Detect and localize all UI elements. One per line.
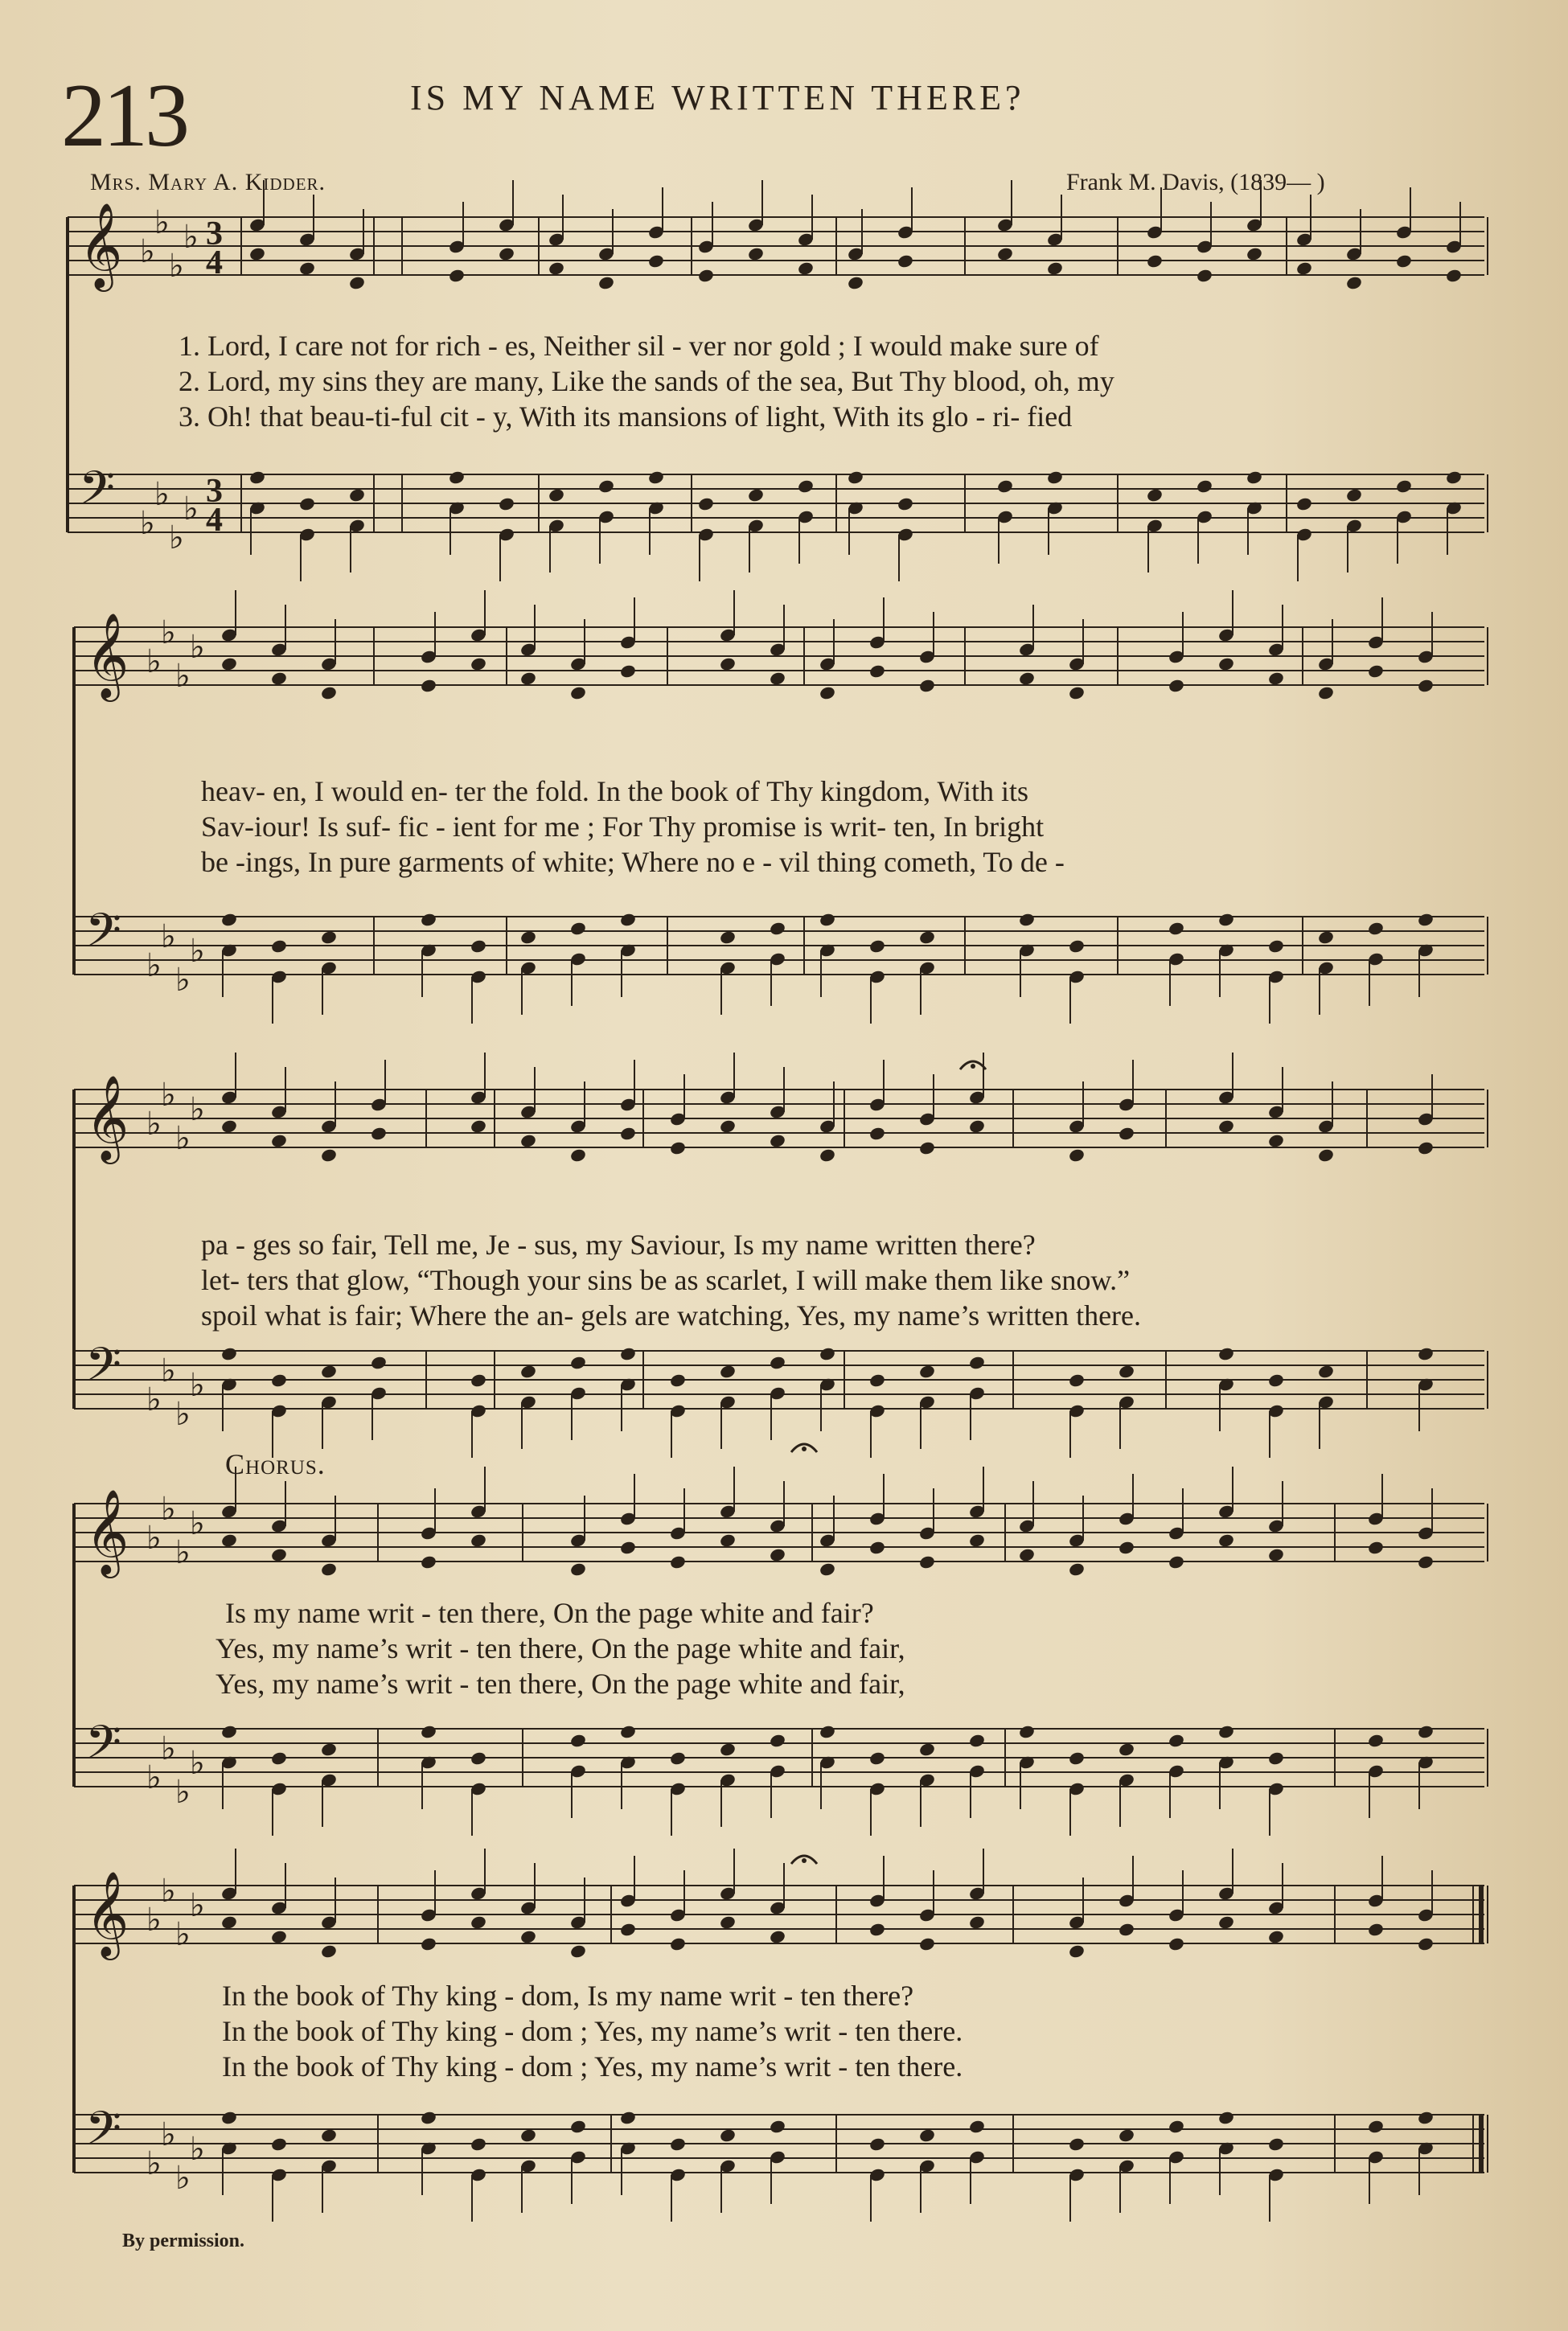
note-head (270, 2136, 288, 2152)
note-head (868, 663, 886, 679)
note-head (448, 268, 466, 283)
flat-icon: ♭ (190, 1887, 205, 1924)
note-head (1417, 1346, 1435, 1361)
note-head (769, 1733, 786, 1748)
note-head (769, 921, 786, 936)
note-head (320, 1147, 338, 1163)
flat-icon: ♭ (161, 1873, 176, 1910)
note-head (370, 1355, 388, 1370)
note-head (1118, 1364, 1135, 1379)
note-head (220, 912, 238, 927)
note-head (220, 1533, 238, 1548)
note-head (320, 2128, 338, 2143)
note-head (847, 470, 864, 485)
note-head (270, 671, 288, 686)
note-head (470, 2136, 487, 2152)
note-head (519, 930, 537, 945)
treble-clef-icon: 𝄞 (85, 612, 129, 698)
note-head (968, 1533, 986, 1548)
note-head (270, 1750, 288, 1766)
note-head (1267, 1133, 1285, 1148)
flat-icon: ♭ (146, 643, 162, 680)
flat-icon: ♭ (146, 1902, 162, 1939)
flat-icon: ♭ (169, 519, 184, 556)
note-head (519, 1929, 537, 1944)
note-head (669, 1140, 687, 1155)
note-head (619, 2110, 637, 2125)
flat-icon: ♭ (183, 490, 199, 527)
note-head (248, 246, 266, 261)
lyric-line: heav- en, I would en- ter the fold. In the book of Thy kingdom, With its (201, 775, 1029, 807)
note-head (519, 671, 537, 686)
note-head (320, 1943, 338, 1959)
note-head (270, 1929, 288, 1944)
time-signature-bottom: 4 (206, 502, 223, 539)
lyric-line: 2. Lord, my sins they are many, Like the sands of the sea, But Thy blood, oh, my (179, 365, 1114, 397)
note-head (1395, 478, 1413, 494)
flat-icon: ♭ (190, 1745, 205, 1782)
note-head (1146, 253, 1164, 269)
treble-clef-icon: 𝄞 (85, 1870, 129, 1956)
hymn-number: 213 (61, 66, 187, 166)
note-head (1246, 470, 1263, 485)
note-head (1046, 261, 1064, 276)
flat-icon: ♭ (175, 1916, 191, 1953)
lyric-line: 1. Lord, I care not for rich - es, Neither sil - ver nor gold ; I would make sure of (179, 330, 1099, 362)
flat-icon: ♭ (190, 2131, 205, 2168)
note-head (719, 656, 737, 671)
note-head (769, 671, 786, 686)
note-head (1018, 1547, 1036, 1562)
note-head (1367, 663, 1385, 679)
note-head (1317, 1364, 1335, 1379)
note-head (1046, 470, 1064, 485)
note-head (270, 1373, 288, 1388)
note-head (470, 938, 487, 954)
note-head (619, 912, 637, 927)
lyric-line: In the book of Thy king - dom ; Yes, my name’s writ - ten there. (222, 2050, 963, 2083)
note-head (1118, 1742, 1135, 1757)
note-head (647, 470, 665, 485)
chorus-label: Chorus. (225, 1448, 326, 1480)
note-head (1068, 1147, 1086, 1163)
note-head (1317, 1147, 1335, 1163)
flat-icon: ♭ (146, 947, 162, 984)
note-head (1068, 1750, 1086, 1766)
flat-icon: ♭ (175, 1396, 191, 1433)
note-head (1395, 253, 1413, 269)
note-head (548, 261, 565, 276)
note-head (270, 1133, 288, 1148)
note-head (1367, 1733, 1385, 1748)
note-head (819, 1562, 836, 1577)
note-head (769, 1929, 786, 1944)
note-head (819, 1147, 836, 1163)
note-head (996, 478, 1014, 494)
note-head (719, 930, 737, 945)
note-head (1217, 1533, 1235, 1548)
note-head (819, 685, 836, 700)
note-head (470, 1914, 487, 1930)
note-head (1018, 912, 1036, 927)
note-head (868, 1750, 886, 1766)
time-signature-top: 3 (206, 473, 223, 510)
note-head (1168, 2119, 1185, 2134)
note-head (1367, 921, 1385, 936)
note-head (569, 2119, 587, 2134)
note-head (519, 1133, 537, 1148)
note-head (348, 275, 366, 290)
note-head (996, 246, 1014, 261)
lyric-line: In the book of Thy king - dom ; Yes, my name’s writ - ten there. (222, 2015, 963, 2047)
note-head (320, 1364, 338, 1379)
note-head (1267, 671, 1285, 686)
note-head (868, 2136, 886, 2152)
flat-icon: ♭ (183, 219, 199, 256)
flat-icon: ♭ (190, 1505, 205, 1542)
note-head (320, 1562, 338, 1577)
note-head (619, 1540, 637, 1555)
note-head (320, 930, 338, 945)
note-head (1217, 1724, 1235, 1739)
note-head (897, 253, 914, 269)
flat-icon: ♭ (175, 1120, 191, 1157)
note-head (370, 1126, 388, 1141)
note-head (1417, 912, 1435, 927)
note-head (220, 656, 238, 671)
flat-icon: ♭ (146, 1106, 162, 1143)
note-head (498, 246, 515, 261)
note-head (420, 1936, 437, 1951)
flat-icon: ♭ (146, 2145, 162, 2182)
note-head (968, 2119, 986, 2134)
composer-credit: Frank M. Davis, (1839— ) (1066, 169, 1325, 195)
note-head (868, 1540, 886, 1555)
note-head (669, 1554, 687, 1570)
note-head (1345, 275, 1363, 290)
bass-clef-icon: 𝄢 (79, 461, 116, 527)
note-head (918, 1364, 936, 1379)
note-head (519, 1364, 537, 1379)
flat-icon: ♭ (161, 918, 176, 955)
flat-icon: ♭ (169, 248, 184, 285)
permission-note: By permission. (122, 2230, 245, 2251)
note-head (1168, 921, 1185, 936)
flat-icon: ♭ (161, 1352, 176, 1389)
note-head (1168, 1733, 1185, 1748)
note-head (747, 246, 765, 261)
note-head (918, 2128, 936, 2143)
note-head (868, 1373, 886, 1388)
note-head (1417, 2110, 1435, 2125)
note-head (1367, 1540, 1385, 1555)
note-head (719, 1364, 737, 1379)
note-head (569, 1355, 587, 1370)
note-head (819, 912, 836, 927)
note-head (569, 1733, 587, 1748)
lyric-line: Is my name writ - ten there, On the page white and fair? (225, 1597, 874, 1629)
time-signature-top: 3 (206, 215, 223, 252)
note-head (320, 685, 338, 700)
note-head (1246, 246, 1263, 261)
hymn-title: IS MY NAME WRITTEN THERE? (410, 78, 1025, 117)
note-head (470, 1118, 487, 1134)
flat-icon: ♭ (146, 1381, 162, 1418)
flat-icon: ♭ (175, 1774, 191, 1811)
note-head (619, 1126, 637, 1141)
note-head (420, 1724, 437, 1739)
lyric-line: let- ters that glow, “Though your sins be as scarlet, I will make them like snow.” (201, 1264, 1131, 1296)
note-head (1118, 2128, 1135, 2143)
note-head (968, 1914, 986, 1930)
note-head (719, 1742, 737, 1757)
note-head (968, 1733, 986, 1748)
note-head (470, 656, 487, 671)
note-head (1196, 478, 1213, 494)
note-head (897, 496, 914, 511)
note-head (1417, 1936, 1435, 1951)
flat-icon: ♭ (190, 1367, 205, 1404)
note-head (420, 912, 437, 927)
note-head (569, 1147, 587, 1163)
flat-icon: ♭ (146, 1759, 162, 1796)
flat-icon: ♭ (154, 204, 170, 241)
flat-icon: ♭ (161, 1730, 176, 1767)
note-head (1118, 1126, 1135, 1141)
note-head (1445, 268, 1463, 283)
note-head (420, 2110, 437, 2125)
flat-icon: ♭ (190, 1091, 205, 1128)
note-head (420, 1554, 437, 1570)
note-head (1068, 685, 1086, 700)
note-head (669, 1750, 687, 1766)
note-head (1217, 1914, 1235, 1930)
note-head (1018, 1724, 1036, 1739)
note-head (1417, 1724, 1435, 1739)
time-signature-bottom: 4 (206, 244, 223, 281)
note-head (719, 2128, 737, 2143)
fermata-icon (802, 1858, 807, 1863)
note-head (470, 1750, 487, 1766)
note-head (1196, 268, 1213, 283)
lyric-line: 3. Oh! that beau-ti-ful cit - y, With its mansions of light, With its glo - ri- fied (179, 400, 1073, 433)
note-head (1146, 487, 1164, 503)
note-head (769, 2119, 786, 2134)
note-head (1295, 261, 1313, 276)
note-head (1168, 1936, 1185, 1951)
note-head (220, 1724, 238, 1739)
note-head (1267, 1929, 1285, 1944)
note-head (420, 678, 437, 693)
lyric-line: pa - ges so fair, Tell me, Je - sus, my Saviour, Is my name written there? (201, 1229, 1036, 1261)
note-head (797, 478, 815, 494)
flat-icon: ♭ (190, 933, 205, 970)
flat-icon: ♭ (161, 2116, 176, 2153)
note-head (769, 1355, 786, 1370)
note-head (1317, 930, 1335, 945)
flat-icon: ♭ (161, 1077, 176, 1114)
treble-clef-icon: 𝄞 (79, 202, 123, 288)
note-head (569, 685, 587, 700)
note-head (968, 1118, 986, 1134)
note-head (669, 1936, 687, 1951)
note-head (669, 1373, 687, 1388)
note-head (597, 478, 615, 494)
flat-icon: ♭ (161, 1491, 176, 1528)
note-head (918, 1742, 936, 1757)
note-head (1417, 1140, 1435, 1155)
bass-clef-icon: 𝄢 (85, 2101, 122, 2167)
note-head (470, 1373, 487, 1388)
note-head (1168, 678, 1185, 693)
note-head (868, 938, 886, 954)
note-head (1168, 1554, 1185, 1570)
note-head (619, 663, 637, 679)
note-head (220, 1346, 238, 1361)
note-head (719, 1118, 737, 1134)
note-head (569, 1562, 587, 1577)
note-head (1267, 1373, 1285, 1388)
note-head (1118, 1922, 1135, 1937)
note-head (1345, 487, 1363, 503)
note-head (619, 1346, 637, 1361)
note-head (1417, 1554, 1435, 1570)
note-head (1317, 685, 1335, 700)
flat-icon: ♭ (175, 962, 191, 999)
note-head (769, 1133, 786, 1148)
note-head (868, 1922, 886, 1937)
note-head (697, 496, 715, 511)
note-head (819, 1346, 836, 1361)
note-head (769, 1547, 786, 1562)
flat-icon: ♭ (140, 505, 155, 542)
note-head (548, 487, 565, 503)
note-head (220, 1118, 238, 1134)
lyric-line: Yes, my name’s writ - ten there, On the page white and fair, (215, 1668, 905, 1700)
note-head (1068, 938, 1086, 954)
lyric-line: spoil what is fair; Where the an- gels are watching, Yes, my name’s written there. (201, 1299, 1142, 1332)
note-head (348, 487, 366, 503)
note-head (519, 2128, 537, 2143)
note-head (819, 1724, 836, 1739)
note-head (1068, 1943, 1086, 1959)
note-head (320, 1742, 338, 1757)
flat-icon: ♭ (175, 658, 191, 695)
note-head (1217, 1118, 1235, 1134)
note-head (1417, 678, 1435, 693)
note-head (470, 1533, 487, 1548)
note-head (918, 930, 936, 945)
flat-icon: ♭ (175, 2160, 191, 2197)
note-head (1217, 656, 1235, 671)
note-head (1217, 912, 1235, 927)
flat-icon: ♭ (190, 629, 205, 666)
note-head (298, 496, 316, 511)
flat-icon: ♭ (154, 476, 170, 513)
note-head (597, 275, 615, 290)
note-head (1018, 671, 1036, 686)
note-head (697, 268, 715, 283)
note-head (270, 1547, 288, 1562)
note-head (647, 253, 665, 269)
bass-clef-icon: 𝄢 (85, 1715, 122, 1781)
fermata-icon (971, 1064, 975, 1069)
note-head (498, 496, 515, 511)
note-head (1267, 1547, 1285, 1562)
flat-icon: ♭ (175, 1534, 191, 1571)
note-head (1295, 496, 1313, 511)
treble-clef-icon: 𝄞 (85, 1074, 129, 1160)
note-head (968, 1355, 986, 1370)
note-head (918, 678, 936, 693)
note-head (1367, 1922, 1385, 1937)
note-head (719, 1533, 737, 1548)
note-head (1367, 2119, 1385, 2134)
fermata-icon (802, 1447, 807, 1451)
flat-icon: ♭ (161, 614, 176, 651)
lyric-line: Yes, my name’s writ - ten there, On the page white and fair, (215, 1632, 905, 1664)
note-head (797, 261, 815, 276)
note-head (1118, 1540, 1135, 1555)
note-head (719, 1914, 737, 1930)
note-head (1267, 938, 1285, 954)
bass-clef-icon: 𝄢 (85, 903, 122, 969)
note-head (747, 487, 765, 503)
note-head (619, 1922, 637, 1937)
flat-icon: ♭ (146, 1520, 162, 1557)
note-head (868, 1126, 886, 1141)
note-head (270, 938, 288, 954)
note-head (569, 1943, 587, 1959)
treble-clef-icon: 𝄞 (85, 1488, 129, 1574)
note-head (918, 1140, 936, 1155)
note-head (1068, 1562, 1086, 1577)
note-head (669, 2136, 687, 2152)
note-head (569, 921, 587, 936)
note-head (1267, 2136, 1285, 2152)
note-head (1217, 2110, 1235, 2125)
note-head (298, 261, 316, 276)
note-head (619, 1724, 637, 1739)
note-head (847, 275, 864, 290)
note-head (918, 1554, 936, 1570)
note-head (248, 470, 266, 485)
note-head (1445, 470, 1463, 485)
lyric-line: be -ings, In pure garments of white; Where no e - vil thing cometh, To de - (201, 846, 1065, 878)
bass-clef-icon: 𝄢 (85, 1337, 122, 1403)
note-head (220, 2110, 238, 2125)
lyric-line: In the book of Thy king - dom, Is my name writ - ten there? (222, 1980, 914, 2012)
lyricist-credit: Mrs. Mary A. Kidder. (90, 169, 326, 195)
note-head (918, 1936, 936, 1951)
note-head (1068, 2136, 1086, 2152)
note-head (448, 470, 466, 485)
note-head (1267, 1750, 1285, 1766)
note-head (1217, 1346, 1235, 1361)
flat-icon: ♭ (140, 233, 155, 270)
note-head (1068, 1373, 1086, 1388)
lyric-line: Sav-iour! Is suf- fic - ient for me ; For Thy promise is writ- ten, In bright (201, 811, 1045, 843)
note-head (220, 1914, 238, 1930)
